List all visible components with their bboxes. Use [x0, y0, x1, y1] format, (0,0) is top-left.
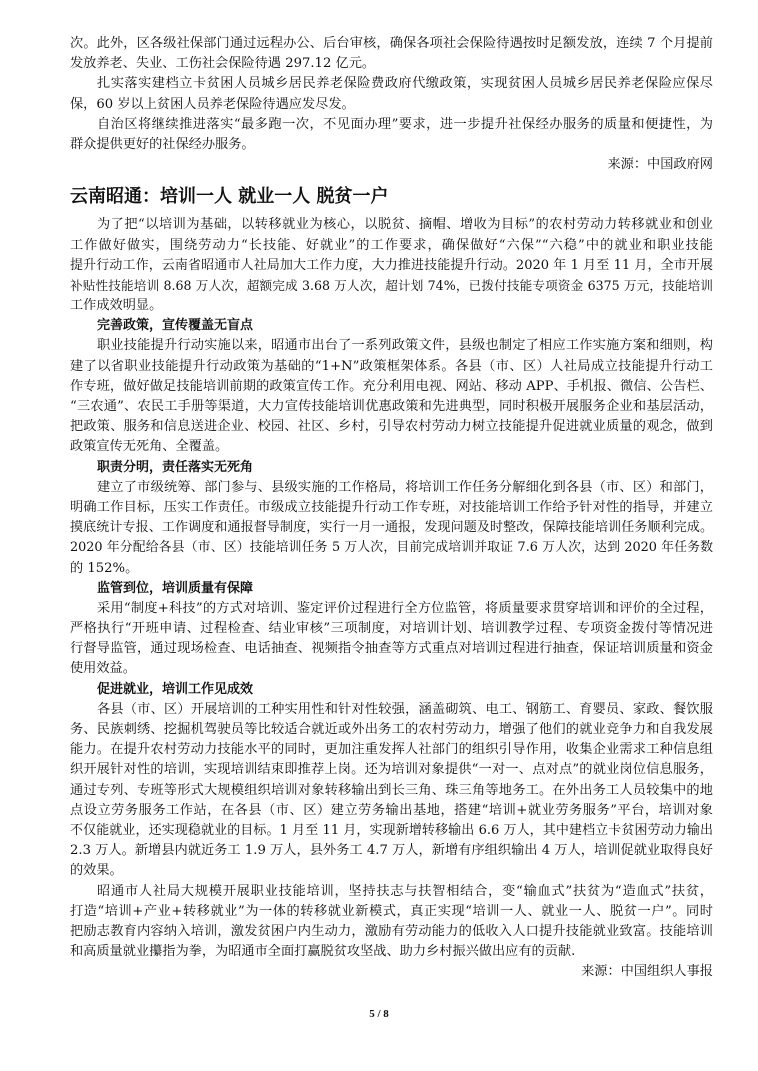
- text-line: 把励志教育内容纳入培训，激发贫困户内生动力，激励有劳动能力的低收入人口提升技能就业致富。技能培训: [70, 923, 713, 939]
- text-line: “三农通”、农民工手册等渠道，大力宣传技能培训优惠政策和先进典型，同时积极开展服务企业和基层活动，: [70, 399, 713, 414]
- text-line: 作专班，做好做足技能培训前期的政策宣传工作。充分利用电视、网站、移动 APP、手机报、微信、公告栏、: [70, 378, 713, 394]
- closing-paragraph: [70, 882, 713, 963]
- text-line: 工作成效明显。: [70, 298, 163, 314]
- text-line: 各县（市、区）开展培训的工种实用性和针对性较强，涵盖砌筑、电工、钢筋工、育婴员、家政、餐饮服: [97, 701, 713, 717]
- text-line: 群众提供更好的社保经办服务。: [70, 136, 255, 152]
- section-heading: 监管到位，培训质量有保障: [97, 580, 254, 596]
- text-line: 明确工作目标，压实工作责任。市级成立技能提升行动工作专班，对技能培训工作给予针对性的指导，并建立: [70, 499, 713, 515]
- page-number: 5 / 8: [369, 1008, 389, 1020]
- text-line: 把政策、服务和信息送进企业、校园、社区、乡村，引导农村劳动力树立技能提升促进就业质量的观念，做到: [70, 419, 713, 435]
- text-line: 2020 年分配给各县（市、区）技能培训任务 5 万人次，目前完成培训并取证 7.6 万人次，达到 2020 年任务数: [70, 540, 713, 556]
- text-line: 发放养老、失业、工伤社会保险待遇 297.12 亿元。: [70, 56, 376, 72]
- section-employment: [70, 680, 713, 882]
- document-page: [70, 34, 713, 982]
- intro-paragraph-1: [70, 34, 713, 74]
- text-line: 2.3 万人。新增县内就近务工 1.9 万人，县外务工 4.7 万人，新增有序组织输出 4 万人，培训促就业取得良好: [70, 843, 713, 859]
- section-heading: 职责分明，责任落实无死角: [97, 459, 254, 475]
- text-line: 建立了市级统筹、部门参与、县级实施的工作格局，将培训工作任务分解细化到各县（市、区）和部门，: [97, 479, 713, 495]
- section-supervision: [70, 579, 713, 680]
- text-line: 的 152%。: [70, 560, 139, 576]
- text-line: 和高质量就业攥指为拳，为昭通市全面打赢脱贫攻坚战、助力乡村振兴做出应有的贡献.: [70, 944, 576, 960]
- text-line: 行督导监管，通过现场检查、电话抽查、视频指令抽查等方式重点对培训过程进行抽查，保证培训质量和资金: [70, 641, 713, 657]
- section-responsibility: [70, 458, 713, 579]
- text-line: 通过专列、专班等形式大规模组织培训对象转移输出到长三角、珠三角等地务工。在外出务工人员较集中的地: [70, 782, 713, 798]
- text-line: 点设立劳务服务工作站，在各县（市、区）建立劳务输出基地，搭建“培训+就业劳务服务”平台，培训对象: [70, 802, 713, 818]
- text-line: 采用“制度+科技”的方式对培训、鉴定评价过程进行全方位监管，将质量要求贯穿培训和评价的全过程，: [97, 600, 713, 616]
- text-line: 为了把“以培训为基础，以转移就业为核心，以脱贫、摘帽、增收为目标”的农村劳动力转移就业和创业: [97, 217, 713, 233]
- text-line: 扎实落实建档立卡贫困人员城乡居民养老保险费政府代缴政策，实现贫困人员城乡居民养老保险应保尽: [97, 76, 713, 92]
- text-line: 建了以省职业技能提升行动政策为基础的“1+N”政策框架体系。各县（市、区）人社局成立技能提升行动工: [70, 358, 713, 374]
- text-line: 自治区将继续推进落实“最多跑一次，不见面办理”要求，进一步提升社保经办服务的质量和便捷性，为: [97, 116, 713, 132]
- text-line: 职业技能提升行动实施以来，昭通市出台了一系列政策文件，县级也制定了相应工作实施方案和细则，构: [97, 338, 713, 354]
- article-paragraph-1: [70, 215, 713, 316]
- intro-paragraph-3: [70, 115, 713, 155]
- text-line: 政策宣传无死角、全覆盖。: [70, 439, 229, 455]
- text-line: 补贴性技能培训 8.68 万人次，超额完成 3.68 万人次，超计划 74%，已拨付技能专项资金 6375 万元，技能培训: [70, 277, 713, 293]
- text-line: 打造“培训+产业+转移就业”为一体的转移就业新模式，真正实现“培训一人、就业一人、脱贫一户”。同时: [70, 903, 713, 919]
- section-policy: [70, 316, 713, 457]
- text-line: 保，60 岁以上贫困人员养老保险待遇应发尽发。: [70, 96, 355, 112]
- text-line: 昭通市人社局大规模开展职业技能培训，坚持扶志与扶智相结合，变“输血式”扶贫为“造血式”扶贫，: [97, 883, 713, 899]
- text-line: 使用效益。: [70, 661, 136, 677]
- text-line: 工作做好做实，围绕劳动力“长技能、好就业”的工作要求，确保做好“六保”“六稳”中的就业和职业技能: [70, 237, 713, 253]
- section-heading: 促进就业，培训工作见成效: [97, 681, 254, 697]
- source-attribution: 来源：中国政府网: [607, 157, 713, 173]
- text-line: 摸底统计专报、工作调度和通报督导制度，实行一月一通报，发现问题及时整改，保障技能培训任务顺利完成。: [70, 520, 713, 536]
- article-title: 云南昭通：培训一人 就业一人 脱贫一户: [70, 186, 389, 208]
- text-line: 织开展针对性的培训，实现培训结束即推荐上岗。还为培训对象提供“一对一、点对点”的就业岗位信息服务，: [70, 762, 713, 778]
- text-line: 次。此外，区各级社保部门通过远程办公、后台审核，确保各项社会保险待遇按时足额发放，连续 7 个月提前: [70, 36, 713, 51]
- text-line: 能力。在提升农村劳动力技能水平的同时，更加注重发挥人社部门的组织引导作用，收集企业需求工种信息组: [70, 742, 713, 758]
- source-attribution: 来源：中国组织人事报: [581, 964, 713, 980]
- text-line: 的效果。: [70, 863, 123, 879]
- text-line: 提升行动工作，云南省昭通市人社局加大工作力度，大力推进技能提升行动。2020 年 1 月至 11 月，全市开展: [70, 257, 713, 273]
- intro-paragraph-2: [70, 74, 713, 114]
- section-heading: 完善政策，宣传覆盖无盲点: [97, 318, 254, 334]
- text-line: 务、民族刺绣、挖掘机驾驶员等比较适合就近或外出务工的农村劳动力，增强了他们的就业竞争力和自我发展: [70, 722, 713, 737]
- text-line: 不仅能就业，还实现稳就业的目标。1 月至 11 月，实现新增转移输出 6.6 万人，其中建档立卡贫困劳动力输出: [70, 822, 713, 838]
- text-line: 严格执行“开班申请、过程检查、结业审核”三项制度，对培训计划、培训教学过程、专项资金拨付等情况进: [70, 621, 713, 637]
